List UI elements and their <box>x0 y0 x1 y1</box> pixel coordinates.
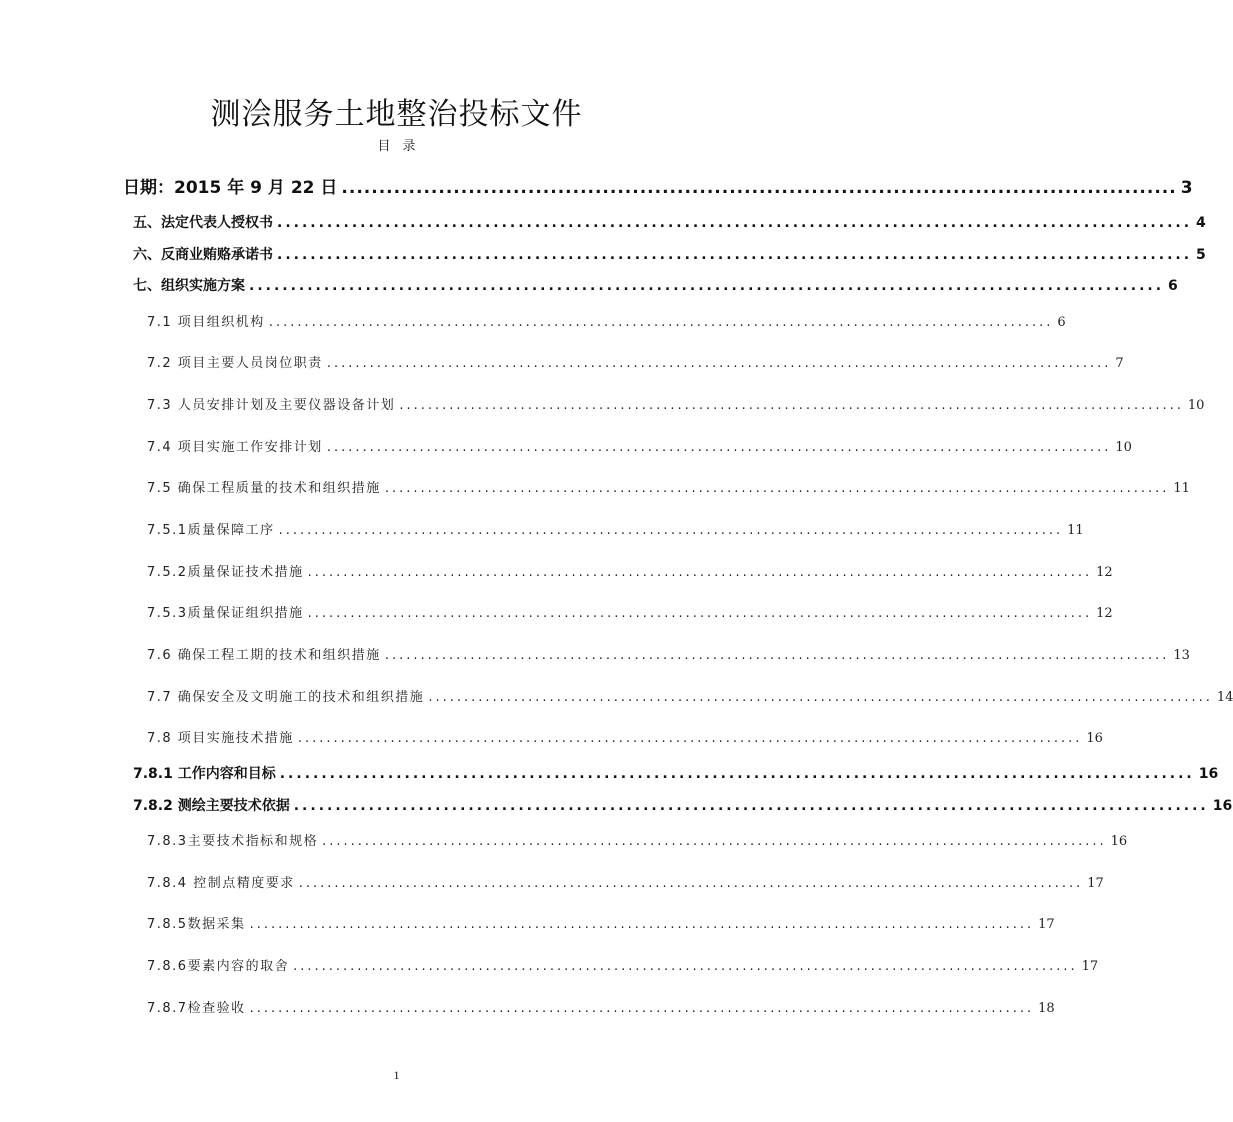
leader-dots: .............................................................................................................. <box>322 834 1107 849</box>
leader-dots: .............................................................................................................. <box>428 690 1213 705</box>
leader-dots: .............................................................................................................. <box>293 959 1078 974</box>
toc-entry-page: 7 <box>1115 356 1124 371</box>
toc-heading: 目录 <box>377 139 428 154</box>
toc-entry-label: 7.8 项目实施技术措施 <box>147 731 294 746</box>
leader-dots: .............................................................................................................. <box>384 481 1170 496</box>
page-number: 1 <box>393 1068 400 1082</box>
toc-entry-7-2[interactable] <box>147 354 1124 374</box>
toc-entry-page: 3 <box>1180 178 1193 198</box>
toc-entry-7-7[interactable] <box>147 688 1233 708</box>
toc-entry-page: 18 <box>1038 1001 1055 1016</box>
leader-dots: .............................................................................................................. <box>278 523 1064 538</box>
toc-entry-label: 五、法定代表人授权书 <box>133 215 273 231</box>
leader-dots: .............................................................................................................. <box>279 766 1195 782</box>
toc-entry-section-7[interactable] <box>133 276 1178 296</box>
toc-entry-label: 7.8.5数据采集 <box>147 917 246 932</box>
toc-entry-7-1[interactable] <box>147 313 1066 333</box>
toc-entry-7-3[interactable] <box>147 396 1205 416</box>
toc-entry-label: 7.4 项目实施工作安排计划 <box>147 440 323 455</box>
toc-entry-page: 11 <box>1173 481 1190 496</box>
toc-entry-label: 7.2 项目主要人员岗位职责 <box>147 356 323 371</box>
toc-entry-label: 7.1 项目组织机构 <box>147 315 265 330</box>
toc-entry-7-4[interactable] <box>147 438 1132 458</box>
toc-entry-page: 6 <box>1168 278 1178 294</box>
leader-dots: .............................................................................................................. <box>249 917 1035 932</box>
toc-entry-page: 11 <box>1067 523 1084 538</box>
toc-entry-label: 七、组织实施方案 <box>133 278 245 294</box>
toc-entry-label: 7.5.1质量保障工序 <box>147 523 275 538</box>
toc-entry-page: 5 <box>1196 247 1206 263</box>
toc-entry-page: 17 <box>1081 959 1099 974</box>
leader-dots: .............................................................................................................. <box>326 356 1112 371</box>
leader-dots: .............................................................................................................. <box>297 731 1083 746</box>
leader-dots: .............................................................................................................. <box>249 1001 1035 1016</box>
toc-entry-label: 7.8.2 测绘主要技术依据 <box>133 798 290 814</box>
leader-dots: .............................................................................................................. <box>298 876 1084 891</box>
toc-entry-label: 7.5.3质量保证组织措施 <box>147 606 304 621</box>
toc-entry-section-6[interactable] <box>133 245 1206 265</box>
toc-entry-page: 14 <box>1216 690 1233 705</box>
toc-entry-7-5-3[interactable] <box>147 604 1113 624</box>
toc-entry-page: 10 <box>1187 398 1205 413</box>
leader-dots: .............................................................................................................. <box>293 798 1209 814</box>
toc-entry-7-8-3[interactable] <box>147 832 1128 852</box>
toc-entry-page: 17 <box>1038 917 1055 932</box>
leader-dots: .............................................................................................................. <box>268 315 1054 330</box>
toc-entry-page: 13 <box>1173 648 1190 663</box>
toc-entry-label: 7.5 确保工程质量的技术和组织措施 <box>147 481 381 496</box>
toc-entry-7-6[interactable] <box>147 646 1190 666</box>
toc-entry-page: 16 <box>1198 766 1219 782</box>
toc-entry-label: 7.8.7检查验收 <box>147 1001 246 1016</box>
toc-entry-label: 7.3 人员安排计划及主要仪器设备计划 <box>147 398 396 413</box>
leader-dots: .............................................................................................................. <box>399 398 1184 413</box>
toc-entry-label: 7.5.2质量保证技术措施 <box>147 565 304 580</box>
leader-dots: .............................................................................................................. <box>307 565 1093 580</box>
toc-entry-page: 16 <box>1086 731 1103 746</box>
toc-entry-label: 7.8.6要素内容的取舍 <box>147 959 290 974</box>
toc-entry-date[interactable] <box>123 176 1193 200</box>
toc-entry-7-8-2[interactable] <box>133 796 1233 816</box>
toc-entry-7-5-2[interactable] <box>147 563 1113 583</box>
toc-entry-label: 日期：2015 年 9 月 22 日 <box>123 178 338 198</box>
leader-dots: .............................................................................................................. <box>384 648 1170 663</box>
toc-entry-7-5-1[interactable] <box>147 521 1084 541</box>
toc-entry-section-5[interactable] <box>133 213 1206 233</box>
toc-entry-7-8-5[interactable] <box>147 915 1055 935</box>
toc-entry-7-8-1[interactable] <box>133 764 1219 784</box>
toc-entry-label: 7.6 确保工程工期的技术和组织措施 <box>147 648 381 663</box>
leader-dots: .............................................................................................................. <box>277 247 1193 263</box>
toc-entry-label: 7.8.1 工作内容和目标 <box>133 766 276 782</box>
leader-dots: .............................................................................................................. <box>249 278 1165 294</box>
toc-entry-label: 7.8.3主要技术指标和规格 <box>147 834 319 849</box>
toc-entry-7-8-4[interactable] <box>147 874 1104 894</box>
toc-entry-page: 10 <box>1115 440 1132 455</box>
toc-entry-7-8-6[interactable] <box>147 957 1099 977</box>
toc-entry-7-8[interactable] <box>147 729 1103 749</box>
toc-entry-page: 17 <box>1087 876 1104 891</box>
toc-entry-page: 12 <box>1096 606 1113 621</box>
toc-entry-page: 6 <box>1057 315 1066 330</box>
toc-entry-page: 16 <box>1110 834 1128 849</box>
toc-entry-page: 12 <box>1096 565 1113 580</box>
leader-dots: .............................................................................................................. <box>277 215 1193 231</box>
toc-entry-page: 16 <box>1212 798 1233 814</box>
toc-entry-label: 7.8.4 控制点精度要求 <box>147 876 295 891</box>
leader-dots: .............................................................................................................. <box>326 440 1112 455</box>
leader-dots: .............................................................................................................. <box>307 606 1093 621</box>
leader-dots: ................................................................................................................ <box>341 178 1177 198</box>
toc-entry-page: 4 <box>1196 215 1206 231</box>
toc-entry-7-8-7[interactable] <box>147 999 1055 1019</box>
toc-entry-label: 六、反商业贿赂承诺书 <box>133 247 273 263</box>
document-title: 测浍服务土地整治投标文件 <box>210 97 583 132</box>
toc-entry-7-5[interactable] <box>147 479 1190 499</box>
toc-entry-label: 7.7 确保安全及文明施工的技术和组织措施 <box>147 690 425 705</box>
